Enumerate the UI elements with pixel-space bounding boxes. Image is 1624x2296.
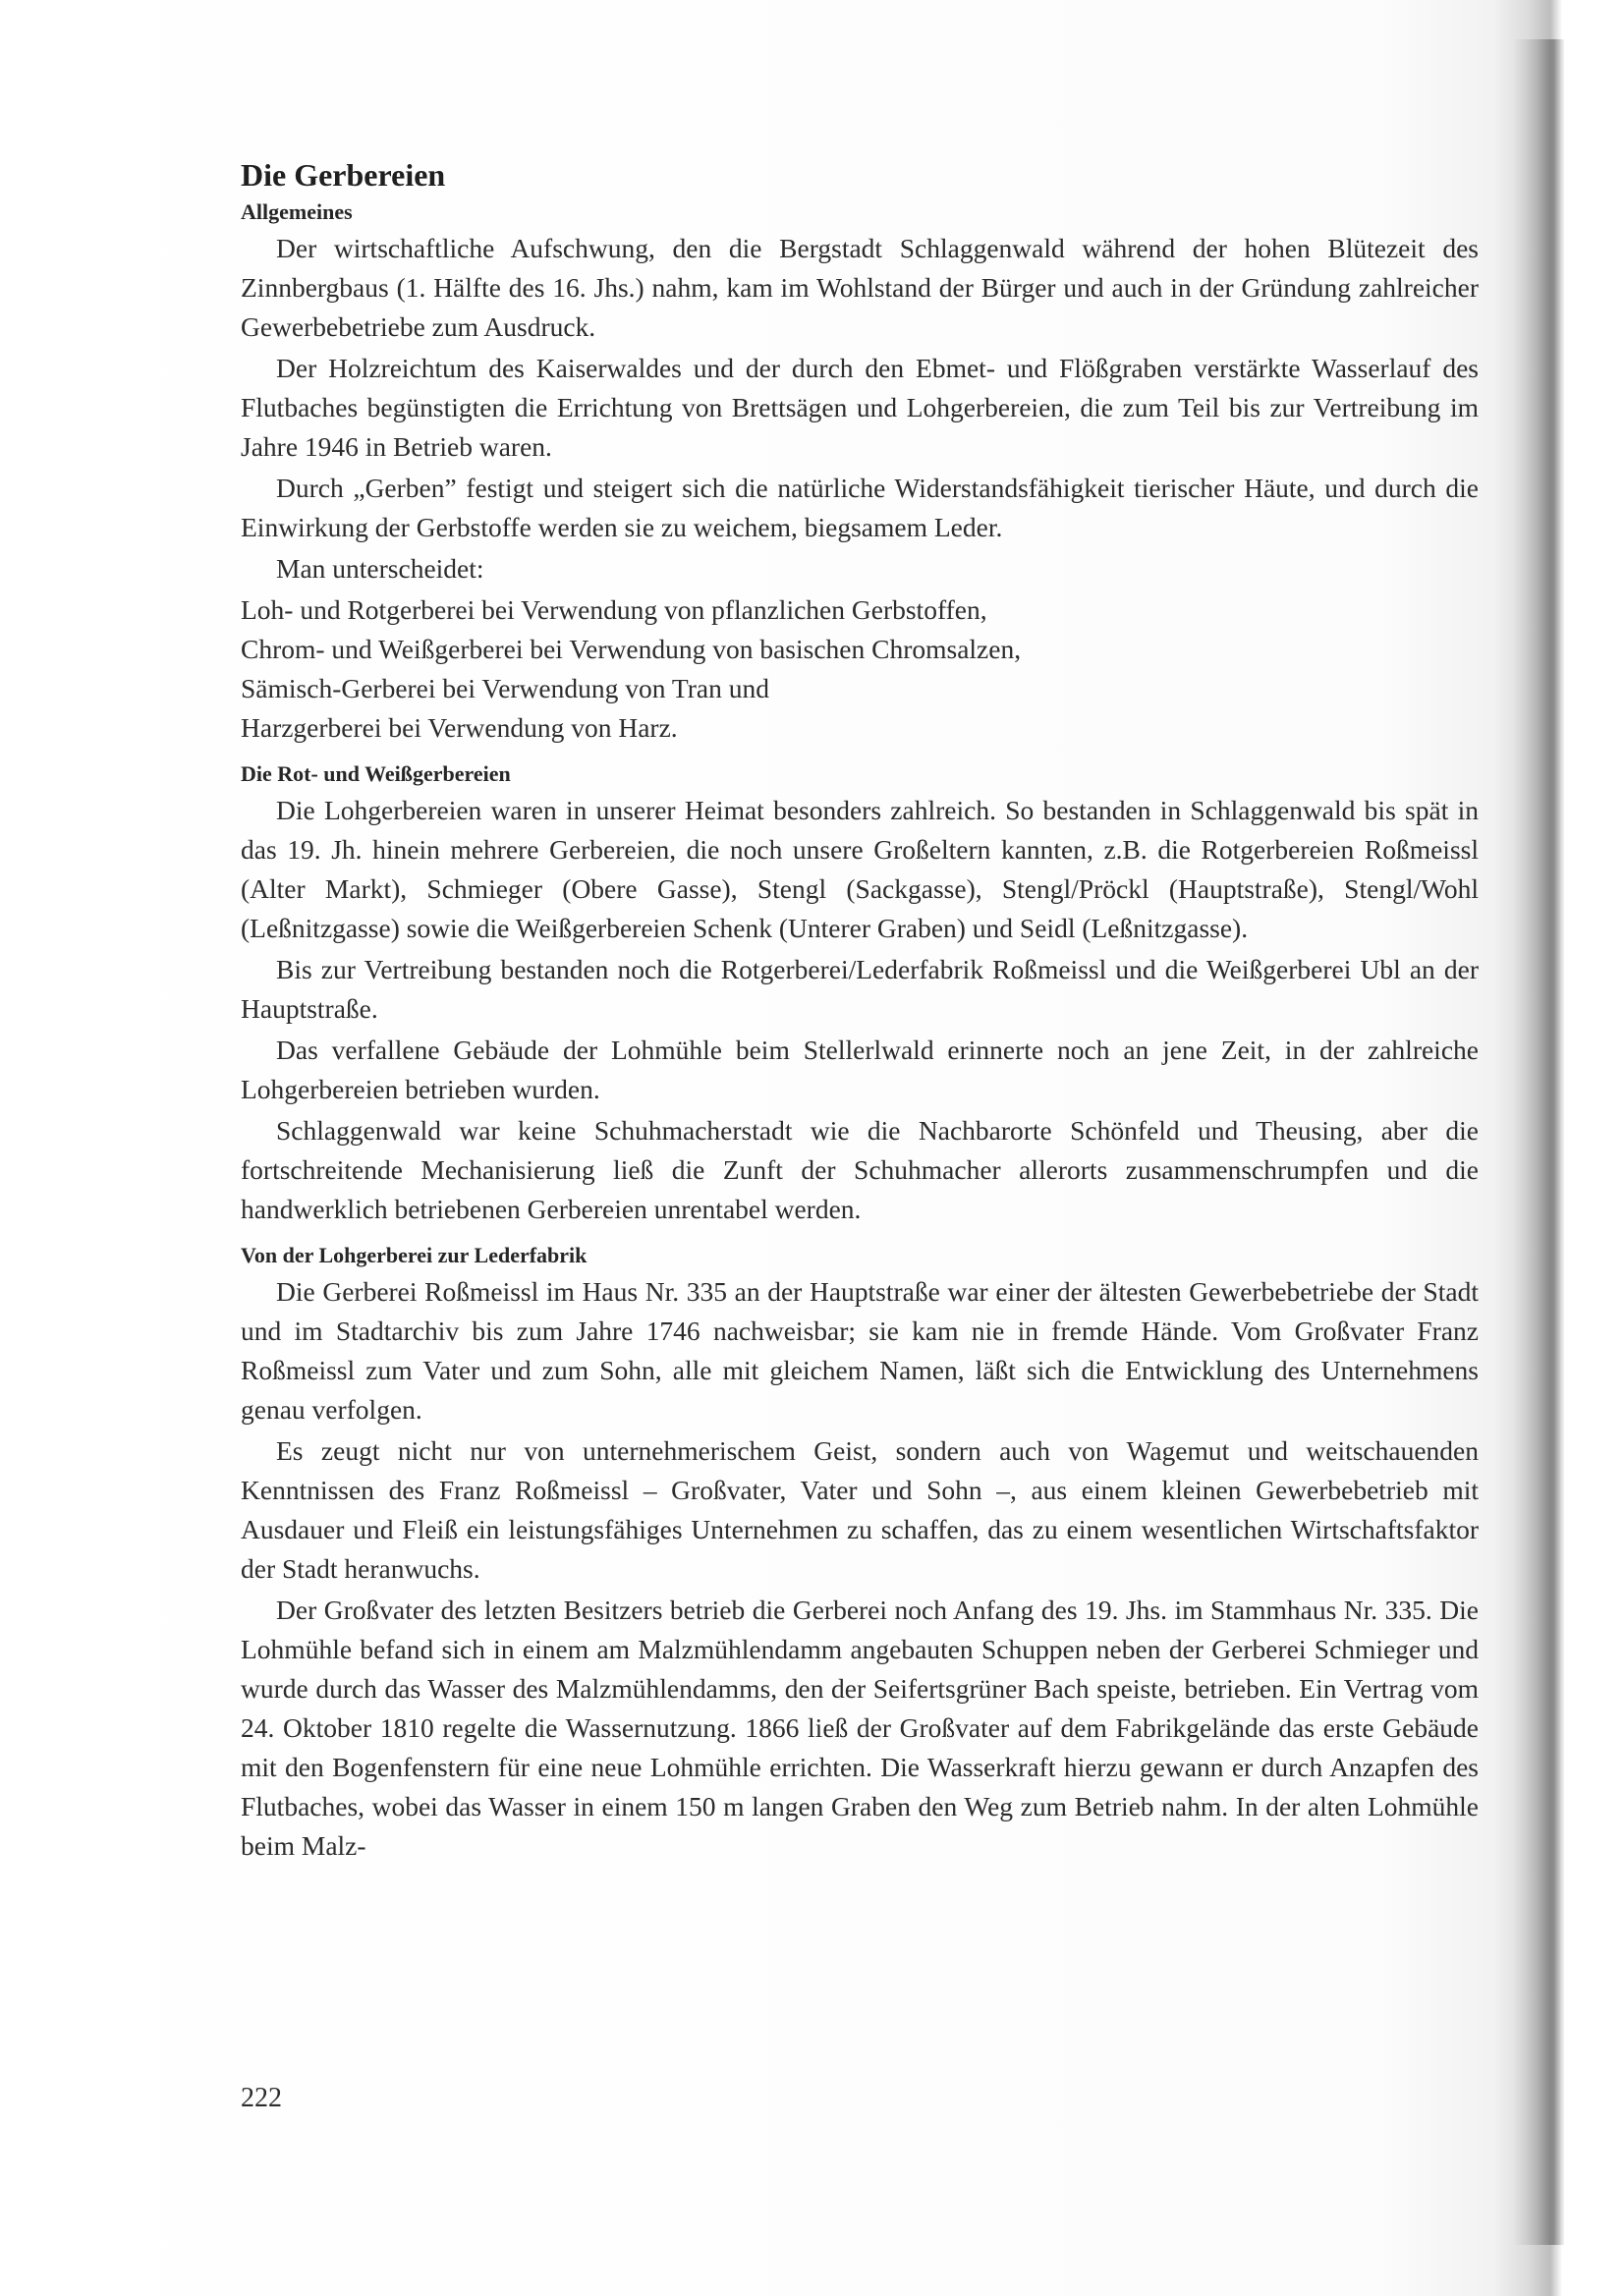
tanning-types-list: [241, 590, 1479, 748]
section-heading: Die Rot- und Weißgerbereien: [241, 761, 511, 786]
paragraph: Die Gerberei Roßmeissl im Haus Nr. 335 an der Hauptstraße war einer der ältesten Gewerbebetriebe der Stadt und im Stadtarchiv bis zum Jahre 1746 nachweisbar; sie kam nie in fremde Hände. Vom Großvater Franz Roßmeissl zum Vater und zum Sohn, alle mit gleichem Namen, läßt sich die Entwicklung des Unternehmens genau verfolgen.: [241, 1276, 1479, 1425]
list-item: Loh- und Rotgerberei bei Verwendung von pflanzlichen Gerbstoffen,: [241, 594, 987, 625]
paragraph: Durch „Gerben” festigt und steigert sich die natürliche Widerstandsfähigkeit tierischer Häute, und durch die Einwirkung der Gerbstoffe werden sie zu weichem, biegsamem Leder.: [241, 473, 1479, 542]
section-rot-weissgerbereien: [241, 761, 1479, 1229]
section-allgemeines: [241, 199, 1479, 748]
page-title: Die Gerbereien: [241, 157, 446, 193]
paragraph: Der Großvater des letzten Besitzers betrieb die Gerberei noch Anfang des 19. Jhs. im Stammhaus Nr. 335. Die Lohmühle befand sich in einem am Malzmühlendamm angebauten Schuppen neben der Gerberei Schmieger und wurde durch das Wasser des Malzmühlendamms, den der Seifertsgrüner Bach speiste, betrieben. Ein Vertrag vom 24. Oktober 1810 regelte die Wassernutzung. 1866 ließ der Großvater auf dem Fabrikgelände das erste Gebäude mit den Bogenfenstern für eine neue Lohmühle errichten. Die Wasserkraft hierzu gewann er durch Anzapfen des Flutbaches, wobei das Wasser in einem 150 m langen Graben den Weg zum Betrieb nahm. In der alten Lohmühle beim Malz-: [241, 1595, 1479, 1861]
paragraph: Die Lohgerbereien waren in unserer Heimat besonders zahlreich. So bestanden in Schlaggenwald bis spät in das 19. Jh. hinein mehrere Gerbereien, die noch unsere Großeltern kannten, z.B. die Rotgerbereien Roßmeissl (Alter Markt), Schmieger (Obere Gasse), Stengl (Sackgasse), Stengl/Pröckl (Hauptstraße), Stengl/Wohl (Leßnitzgasse) sowie die Weißgerbereien Schenk (Unterer Graben) und Seidl (Leßnitzgasse).: [241, 795, 1479, 943]
page-content: [241, 157, 1479, 1868]
section-heading: Allgemeines: [241, 199, 353, 224]
list-item: Harzgerberei bei Verwendung von Harz.: [241, 712, 678, 743]
list-item: Chrom- und Weißgerberei bei Verwendung von basischen Chromsalzen,: [241, 634, 1022, 664]
page-number: 222: [241, 2083, 282, 2113]
paragraph: Der Holzreichtum des Kaiserwaldes und der durch den Ebmet- und Flößgraben verstärkte Wasserlauf des Flutbaches begünstigten die Errichtung von Brettsägen und Lohgerbereien, die zum Teil bis zur Vertreibung im Jahre 1946 in Betrieb waren.: [241, 353, 1479, 462]
paragraph: Der wirtschaftliche Aufschwung, den die Bergstadt Schlaggenwald während der hohen Blütezeit des Zinnbergbaus (1. Hälfte des 16. Jhs.) nahm, kam im Wohlstand der Bürger und auch in der Gründung zahlreicher Gewerbebetriebe zum Ausdruck.: [241, 233, 1479, 342]
list-item: Sämisch-Gerberei bei Verwendung von Tran und: [241, 673, 769, 703]
section-lohgerberei-lederfabrik: [241, 1243, 1479, 1866]
paragraph: Schlaggenwald war keine Schuhmacherstadt wie die Nachbarorte Schönfeld und Theusing, aber die fortschreitende Mechanisierung ließ die Zunft der Schuhmacher allerorts zusammenschrumpfen und die handwerklich betriebenen Gerbereien unrentabel werden.: [241, 1115, 1479, 1224]
paragraph: Man unterscheidet:: [276, 553, 484, 584]
paragraph: Bis zur Vertreibung bestanden noch die Rotgerberei/Lederfabrik Roßmeissl und die Weißgerberei Ubl an der Hauptstraße.: [241, 954, 1479, 1024]
binding-shadow: [1513, 39, 1564, 2245]
section-heading: Von der Lohgerberei zur Lederfabrik: [241, 1243, 588, 1267]
paragraph: Es zeugt nicht nur von unternehmerischem Geist, sondern auch von Wagemut und weitschauenden Kenntnissen des Franz Roßmeissl – Großvater, Vater und Sohn –, aus einem kleinen Gewerbebetrieb mit Ausdauer und Fleiß ein leistungsfähiges Unternehmen zu schaffen, das zu einem wesentlichen Wirtschaftsfaktor der Stadt heranwuchs.: [241, 1435, 1479, 1584]
paragraph: Das verfallene Gebäude der Lohmühle beim Stellerlwald erinnerte noch an jene Zeit, in der zahlreiche Lohgerbereien betrieben wurden.: [241, 1035, 1479, 1104]
